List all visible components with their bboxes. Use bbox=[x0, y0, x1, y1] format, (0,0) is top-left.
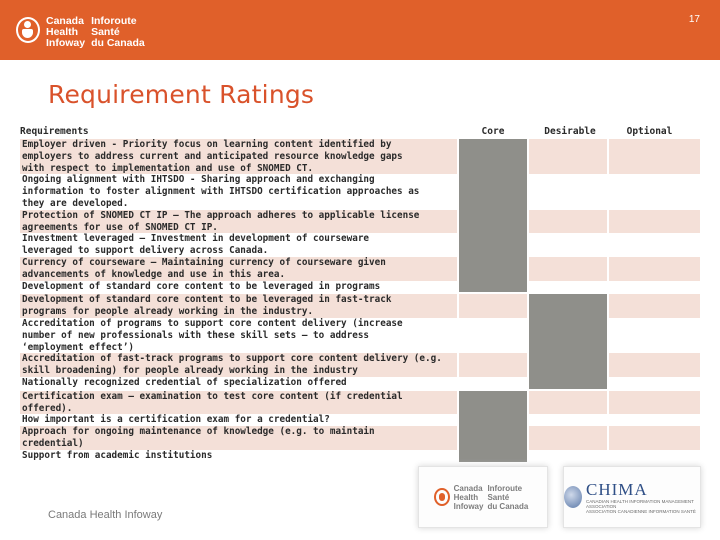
logo-text: Infoway bbox=[453, 501, 484, 511]
table-row bbox=[20, 139, 700, 174]
requirement-cell bbox=[20, 210, 457, 234]
requirement-text: credential) bbox=[22, 437, 84, 449]
rating-cell-optional bbox=[607, 318, 700, 353]
header-core: Core bbox=[481, 126, 505, 137]
requirement-text: Development of standard core content to be leveraged in fast-track bbox=[22, 294, 392, 306]
rating-cell-desirable bbox=[527, 414, 607, 426]
logo-text: Health bbox=[453, 492, 479, 502]
rating-cell-core-selected bbox=[457, 281, 527, 293]
requirement-text: Accreditation of fast-track programs to support core content delivery (e.g. bbox=[22, 353, 442, 365]
rating-cell-core bbox=[457, 353, 527, 377]
header-desirable: Desirable bbox=[544, 126, 596, 137]
infoway-person-circle-icon bbox=[16, 17, 40, 43]
rating-cell-core-selected bbox=[457, 450, 527, 462]
rating-cell-optional bbox=[607, 377, 700, 389]
requirement-text: Protection of SNOMED CT IP – The approach adheres to applicable license bbox=[22, 209, 420, 221]
rating-cell-core-selected bbox=[457, 391, 527, 415]
rating-group-core bbox=[20, 139, 700, 294]
requirement-text: programs for people already working in the industry. bbox=[22, 306, 314, 318]
chima-subtitle: CANADIAN HEALTH INFORMATION MANAGEMENT ASSOCIATION bbox=[586, 498, 694, 509]
requirement-text: with respect to implementation and use of SNOMED CT. bbox=[22, 162, 314, 174]
requirement-text: How important is a certification exam for a credential? bbox=[22, 414, 330, 426]
requirement-text: Development of standard core content to be leveraged in programs bbox=[22, 280, 381, 292]
logo-text: Inforoute bbox=[487, 483, 523, 493]
rating-cell-desirable bbox=[527, 391, 607, 415]
header-requirements: Requirements bbox=[20, 126, 89, 137]
footer-logo-infoway bbox=[418, 466, 548, 528]
requirement-cell bbox=[20, 450, 457, 462]
requirement-cell bbox=[20, 391, 457, 415]
rating-cell-optional bbox=[607, 391, 700, 415]
infoway-person-circle-icon bbox=[434, 488, 450, 506]
requirement-text: Investment leveraged – Investment in development of courseware bbox=[22, 233, 370, 245]
rating-cell-desirable bbox=[527, 257, 607, 281]
requirement-cell bbox=[20, 233, 457, 257]
requirement-cell bbox=[20, 414, 457, 426]
footer-logo-chima bbox=[563, 466, 701, 528]
rating-cell-core-selected bbox=[457, 139, 527, 174]
requirement-text: advancements of knowledge and use in this area. bbox=[22, 268, 286, 280]
rating-cell-optional bbox=[607, 139, 700, 174]
table-row bbox=[20, 210, 700, 234]
logo-text: Inforoute bbox=[91, 15, 137, 27]
rating-cell-optional bbox=[607, 233, 700, 257]
requirement-text: Nationally recognized credential of specialization offered bbox=[22, 376, 347, 388]
requirement-text: skill broadening) for people already working in the industry bbox=[22, 365, 358, 377]
table-row bbox=[20, 281, 700, 293]
rating-cell-core bbox=[457, 318, 527, 353]
rating-cell-optional bbox=[607, 281, 700, 293]
requirement-text: Ongoing alignment with IHTSDO - Sharing approach and exchanging bbox=[22, 174, 375, 186]
table-header bbox=[20, 125, 700, 139]
rating-cell-desirable bbox=[527, 139, 607, 174]
page-number: 17 bbox=[688, 14, 700, 25]
requirement-text: Support from academic institutions bbox=[22, 449, 213, 461]
requirement-text: ‘employment effect’) bbox=[22, 341, 134, 353]
rating-cell-desirable-selected bbox=[527, 318, 607, 353]
rating-cell-desirable bbox=[527, 233, 607, 257]
rating-cell-optional bbox=[607, 294, 700, 318]
requirement-text: leveraged to support delivery across Canada. bbox=[22, 245, 269, 257]
logo-text: Canada bbox=[453, 483, 483, 493]
table-row bbox=[20, 174, 700, 209]
requirement-cell bbox=[20, 139, 457, 174]
rating-cell-desirable-selected bbox=[527, 353, 607, 377]
infoway-logo bbox=[16, 16, 151, 49]
rating-cell-desirable bbox=[527, 450, 607, 462]
requirement-text: Accreditation of programs to support core content delivery (increase bbox=[22, 317, 403, 329]
rating-cell-desirable bbox=[527, 281, 607, 293]
table-row bbox=[20, 294, 700, 318]
requirement-cell bbox=[20, 318, 457, 353]
rating-group-core bbox=[20, 391, 700, 464]
logo-english bbox=[454, 484, 484, 511]
table-row bbox=[20, 233, 700, 257]
table-row bbox=[20, 426, 700, 450]
requirements-table bbox=[20, 125, 700, 464]
table-row bbox=[20, 450, 700, 462]
table-row bbox=[20, 414, 700, 426]
rating-group-desirable bbox=[20, 294, 700, 390]
requirement-text: Approach for ongoing maintenance of knowledge (e.g. to maintain bbox=[22, 426, 375, 438]
rating-cell-core-selected bbox=[457, 414, 527, 426]
rating-cell-optional bbox=[607, 353, 700, 377]
requirement-text: agreements for use of SNOMED CT IP. bbox=[22, 221, 218, 233]
requirement-cell bbox=[20, 281, 457, 293]
rating-cell-desirable-selected bbox=[527, 294, 607, 318]
rating-cell-optional bbox=[607, 426, 700, 450]
requirement-cell bbox=[20, 377, 457, 389]
rating-cell-optional bbox=[607, 210, 700, 234]
logo-french bbox=[487, 484, 528, 511]
logo-text: du Canada bbox=[487, 501, 529, 511]
rating-cell-desirable bbox=[527, 426, 607, 450]
requirement-cell bbox=[20, 426, 457, 450]
requirement-cell bbox=[20, 353, 457, 377]
rating-cell-optional bbox=[607, 414, 700, 426]
rating-cell-core-selected bbox=[457, 233, 527, 257]
logo-text: Health bbox=[46, 26, 79, 38]
rating-cell-desirable bbox=[527, 210, 607, 234]
requirement-cell bbox=[20, 257, 457, 281]
chima-name: CHIMA bbox=[586, 479, 648, 499]
requirement-text: employers to address current and anticipated resource knowledge gaps bbox=[22, 150, 403, 162]
requirement-text: Employer driven - Priority focus on learning content identified by bbox=[22, 139, 392, 150]
table-row bbox=[20, 318, 700, 353]
requirement-text: information to foster alignment with IHTSDO certification approaches as bbox=[22, 186, 420, 198]
logo-french bbox=[91, 16, 145, 49]
table-body bbox=[20, 139, 700, 464]
rating-cell-core-selected bbox=[457, 210, 527, 234]
rating-cell-optional bbox=[607, 257, 700, 281]
logo-text: Santé bbox=[91, 26, 120, 38]
logo-text: Santé bbox=[487, 492, 510, 502]
rating-cell-desirable bbox=[527, 174, 607, 209]
table-row bbox=[20, 353, 700, 377]
rating-cell-desirable-selected bbox=[527, 377, 607, 389]
rating-cell-optional bbox=[607, 174, 700, 209]
rating-cell-core-selected bbox=[457, 426, 527, 450]
chima-subtitle: ASSOCIATION CANADIENNE INFORMATION SANTÉ bbox=[586, 508, 696, 514]
logo-text: du Canada bbox=[91, 37, 145, 49]
requirement-text: Currency of courseware – Maintaining currency of courseware given bbox=[22, 256, 386, 268]
requirement-cell bbox=[20, 174, 457, 209]
footer-text: Canada Health Infoway bbox=[48, 509, 163, 521]
chima-globe-icon bbox=[564, 486, 582, 508]
logo-text: Infoway bbox=[46, 37, 86, 49]
chima-text bbox=[586, 481, 700, 514]
requirement-text: Certification exam – examination to test core content (if credential offered). bbox=[22, 390, 403, 414]
header-band bbox=[0, 0, 720, 60]
requirement-text: they are developed. bbox=[22, 197, 129, 209]
requirement-cell bbox=[20, 294, 457, 318]
rating-cell-core bbox=[457, 294, 527, 318]
requirement-text: number of new professionals with these skill sets – to address bbox=[22, 329, 370, 341]
logo-text: Canada bbox=[46, 15, 84, 27]
table-row bbox=[20, 377, 700, 389]
page-title: Requirement Ratings bbox=[48, 80, 315, 109]
logo-english bbox=[46, 16, 85, 49]
header-optional: Optional bbox=[626, 126, 673, 137]
table-row bbox=[20, 257, 700, 281]
table-row bbox=[20, 391, 700, 415]
rating-cell-core bbox=[457, 377, 527, 389]
rating-cell-core-selected bbox=[457, 174, 527, 209]
rating-cell-optional bbox=[607, 450, 700, 462]
rating-cell-core-selected bbox=[457, 257, 527, 281]
